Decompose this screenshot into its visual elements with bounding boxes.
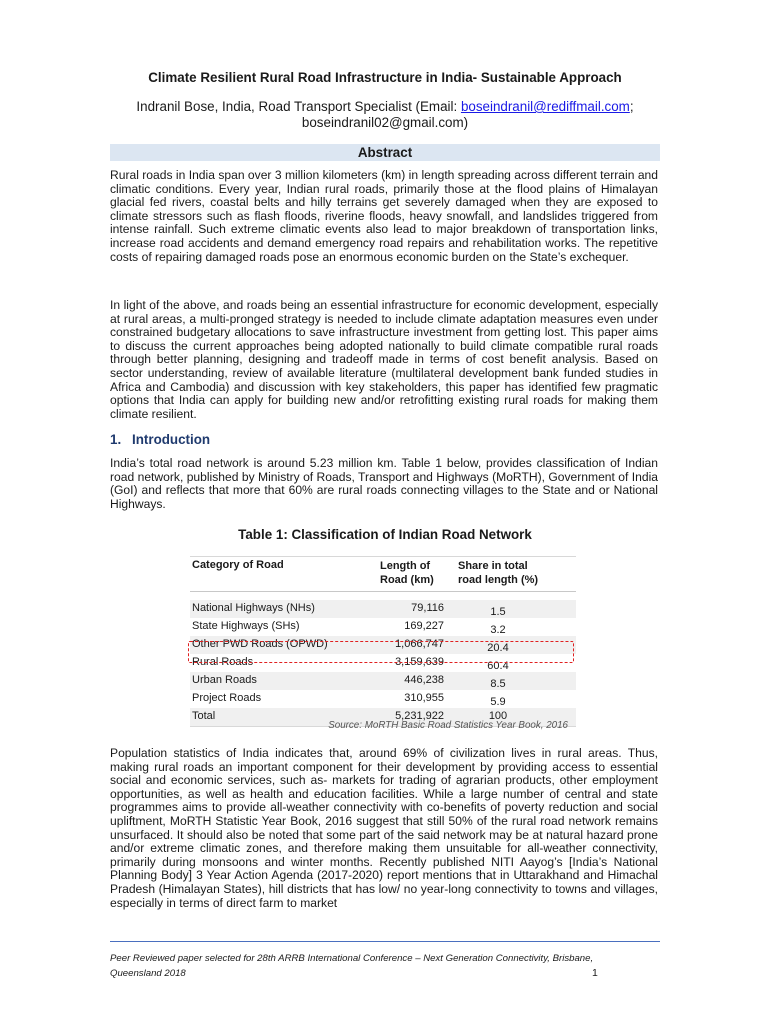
footer-note (110, 951, 610, 981)
author-block (110, 99, 660, 131)
table-source: Source: MoRTH Basic Road Statistics Year Book, 2016 (328, 720, 568, 731)
footer-line-1: Peer Reviewed paper selected for 28th ARRB International Conference – Next Generation Connectivity, Brisbane, (110, 953, 594, 964)
intro-paragraph-2: Population statistics of India indicates that, around 69% of civilization lives in rural areas. Thus, making rural roads an important component for their development by providing access to essential social and economic services, such as- markets for trading of agrarian products, other employment opportunities, as well as health and education facilities. While a large number of central and state programmes aims to provide all-weather connectivity with co-benefits of poverty reduction and social upliftment, MoRTH Statistic Year Book, 2016 suggest that still 50% of the rural road network remains unsurfaced. It should also be noted that some part of the said network may be at natural hazard prone and/or extreme climatic zones, and therefore making them unsuitable for all-weather connectivity, primarily during monsoons and winter months. Recently published NITI Aayog’s [India’s National Planning Body] 3 Year Action Agenda (2017-2020) report mentions that in Uttarakhand and Himachal Pradesh (Himalayan States), hill districts that has low/ no year-long connectivity to towns and villages, especially in terms of direct farm to market (110, 746, 658, 910)
section-number: 1. (110, 432, 122, 447)
cell-share: 3.2 (490, 624, 506, 636)
cell-category: Total (192, 710, 216, 722)
header-length-line1: Length of (380, 560, 431, 572)
cell-category: Urban Roads (192, 674, 257, 686)
intro-paragraph-1: India’s total road network is around 5.23 million km. Table 1 below, provides classification of Indian road network, published by Ministry of Roads, Transport and Highways (MoRTH), Government of India (GoI) and reflects that more that 60% are rural roads connecting villages to the State and or National Highways. (110, 456, 658, 511)
header-length-line2: Road (km) (380, 574, 434, 586)
table-row (190, 672, 576, 690)
footer-line-2: Queensland 2018 (110, 968, 186, 979)
header-share (458, 559, 538, 587)
cell-category: State Highways (SHs) (192, 620, 300, 632)
email-link-primary[interactable]: boseindranil@rediffmail.com (460, 99, 630, 114)
section-heading-introduction (110, 432, 210, 447)
page-number: 1 (592, 967, 598, 979)
abstract-paragraph-1: Rural roads in India span over 3 million kilometers (km) in length spreading across different terrain and climatic conditions. Every year, Indian rural roads, primarily those at the flood plains of Himalayan glacial fed rivers, coastal belts and hilly terrains get severely damaged when they are exposed to climate stressors such as flash floods, riverine floods, heavy snowfall, and landslides triggered from intense rainfall. Such extreme climatic events also lead to major breakdown of transportation links, increase road accidents and demand emergency road repairs and rehabilitation works. The repetitive costs of repairing damaged roads pose an enormous economic burden on the State’s exchequer. (110, 168, 658, 264)
cell-share: 1.5 (490, 606, 506, 618)
table-row (190, 690, 576, 708)
table-row (190, 618, 576, 636)
cell-share: 8.5 (490, 678, 506, 690)
table-title: Table 1: Classification of Indian Road Network (238, 527, 532, 542)
footer-rule (110, 941, 660, 942)
section-title: Introduction (132, 432, 211, 447)
abstract-heading: Abstract (110, 144, 660, 161)
cell-length: 1,066,747 (395, 638, 444, 650)
author-line: Indranil Bose, India, Road Transport Specialist (Email: (136, 99, 461, 114)
cell-length: 169,227 (404, 620, 444, 632)
abstract-paragraph-2: In light of the above, and roads being an essential infrastructure for economic development, especially at rural areas, a multi-pronged strategy is needed to include climate adaptation measures even under constrained budgetary allocations to save infrastructure investment from getting lost. This paper aims to discuss the current approaches being adopted nationally to build climate compatible rural roads through better planning, designing and tradeoff made in terms of cost benefit analysis. Based on sector understanding, review of available literature (multilateral development bank funded studies in Africa and Cambodia) and discussion with key stakeholders, this paper has identified few pragmatic options that India can apply for building new and/or retrofitting existing rural roads for making them climate resilient. (110, 298, 658, 421)
road-network-table (190, 556, 576, 727)
cell-length: 310,955 (404, 692, 444, 704)
cell-category: National Highways (NHs) (192, 602, 315, 614)
paper-title: Climate Resilient Rural Road Infrastructure in India- Sustainable Approach (148, 70, 622, 85)
cell-share: 20.4 (487, 642, 509, 654)
cell-share: 60.4 (487, 660, 509, 672)
author-separator: ; (629, 99, 634, 114)
header-category: Category of Road (192, 559, 284, 571)
header-share-line2: road length (%) (458, 574, 539, 586)
table-header (190, 556, 576, 592)
cell-category: Other PWD Roads (OPWD) (192, 638, 328, 650)
header-length (380, 559, 434, 587)
cell-category: Rural Roads (192, 656, 254, 668)
cell-share: 5.9 (490, 696, 506, 708)
cell-length: 79,116 (411, 602, 444, 614)
table-row (190, 600, 576, 618)
header-share-line1: Share in total (458, 560, 528, 572)
rural-roads-highlight-box (188, 641, 574, 663)
cell-length: 446,238 (404, 674, 444, 686)
email-secondary: boseindranil02@gmail.com) (301, 115, 469, 130)
cell-category: Project Roads (192, 692, 262, 704)
cell-length: 3,159,639 (395, 656, 444, 668)
cell-share: 100 (488, 710, 508, 722)
cell-length: 5,231,922 (395, 710, 444, 722)
